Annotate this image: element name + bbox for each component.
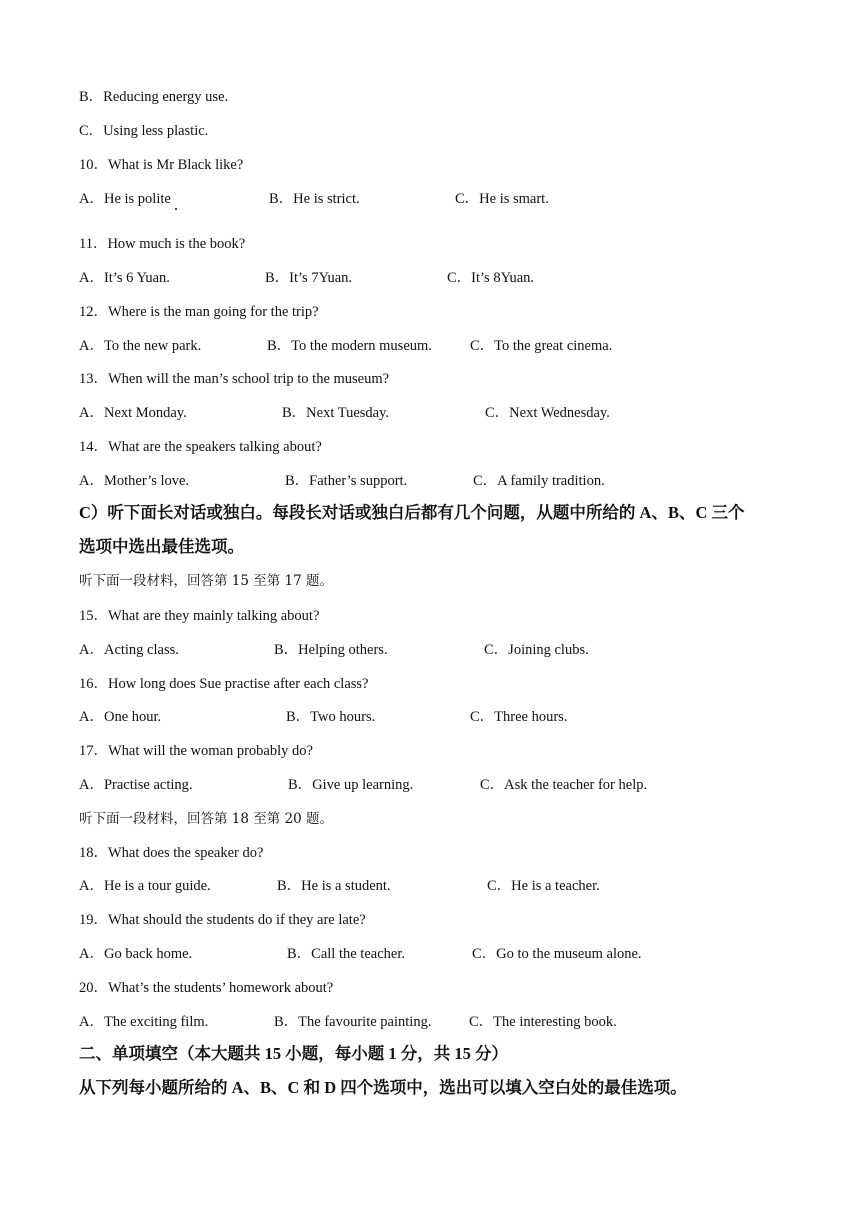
option-a: A．Acting class.: [79, 642, 179, 658]
option-a: A．Mother’s love.: [79, 473, 190, 489]
option-b: B．Helping others.: [274, 642, 388, 658]
option-b: B．The favourite painting.: [274, 1014, 432, 1030]
option-c: C．A family tradition.: [473, 473, 605, 489]
option-b: B．Father’s support.: [285, 473, 408, 489]
option-a: A．It’s 6 Yuan.: [79, 270, 170, 286]
option-b: B．To the modern museum.: [267, 338, 432, 354]
option-c: C．He is a teacher.: [487, 878, 600, 894]
option-a: A．One hour.: [79, 709, 162, 725]
question-10: 10．What is Mr Black like?: [79, 157, 244, 173]
stray-dot: [175, 208, 177, 210]
listening-prompt: 听下面一段材料，回答第 15 至第 17 题。: [79, 573, 334, 589]
option-line: B．Reducing energy use.: [79, 89, 229, 105]
option-a: A．Practise acting.: [79, 777, 193, 793]
listening-prompt: 听下面一段材料，回答第 18 至第 20 题。: [79, 811, 334, 827]
question-14: 14．What are the speakers talking about?: [79, 439, 322, 455]
option-a: A．Next Monday.: [79, 405, 187, 421]
option-b: B．He is strict.: [269, 191, 360, 207]
option-a: A．Go back home.: [79, 946, 193, 962]
question-20: 20．What’s the students’ homework about?: [79, 980, 334, 996]
option-b: B．Next Tuesday.: [282, 405, 390, 421]
section-2-instruction: 从下列每小题所给的 A、B、C 和 D 四个选项中，选出可以填入空白处的最佳选项。: [79, 1078, 687, 1097]
question-17: 17．What will the woman probably do?: [79, 743, 313, 759]
question-18: 18．What does the speaker do?: [79, 845, 264, 861]
option-c: C．The interesting book.: [469, 1014, 617, 1030]
option-a: A．To the new park.: [79, 338, 202, 354]
option-a: A．He is polite: [79, 191, 171, 207]
option-c: C．To the great cinema.: [470, 338, 613, 354]
option-b: B．Two hours.: [286, 709, 376, 725]
option-line: C．Using less plastic.: [79, 123, 209, 139]
section-c-instruction-cont: 选项中选出最佳选项。: [79, 537, 244, 556]
question-12: 12．Where is the man going for the trip?: [79, 304, 319, 320]
option-c: C．Next Wednesday.: [485, 405, 610, 421]
option-c: C．Go to the museum alone.: [472, 946, 642, 962]
question-19: 19．What should the students do if they are late?: [79, 912, 366, 928]
option-a: A．The exciting film.: [79, 1014, 209, 1030]
question-16: 16．How long does Sue practise after each class?: [79, 676, 369, 692]
option-c: C．Ask the teacher for help.: [480, 777, 648, 793]
option-a: A．He is a tour guide.: [79, 878, 211, 894]
question-11: 11．How much is the book?: [79, 236, 246, 252]
option-b: B．It’s 7Yuan.: [265, 270, 352, 286]
option-c: C．Three hours.: [470, 709, 568, 725]
option-c: C．It’s 8Yuan.: [447, 270, 534, 286]
option-b: B．He is a student.: [277, 878, 391, 894]
option-c: C．Joining clubs.: [484, 642, 589, 658]
question-13: 13．When will the man’s school trip to the museum?: [79, 371, 390, 387]
section-2-heading: 二、单项填空（本大题共 15 小题，每小题 1 分，共 15 分）: [79, 1044, 508, 1063]
option-b: B．Give up learning.: [288, 777, 414, 793]
option-b: B．Call the teacher.: [287, 946, 405, 962]
question-15: 15．What are they mainly talking about?: [79, 608, 320, 624]
section-c-instruction: C）听下面长对话或独白。每段长对话或独白后都有几个问题，从题中所给的 A、B、C 三个: [79, 503, 745, 522]
option-c: C．He is smart.: [455, 191, 549, 207]
